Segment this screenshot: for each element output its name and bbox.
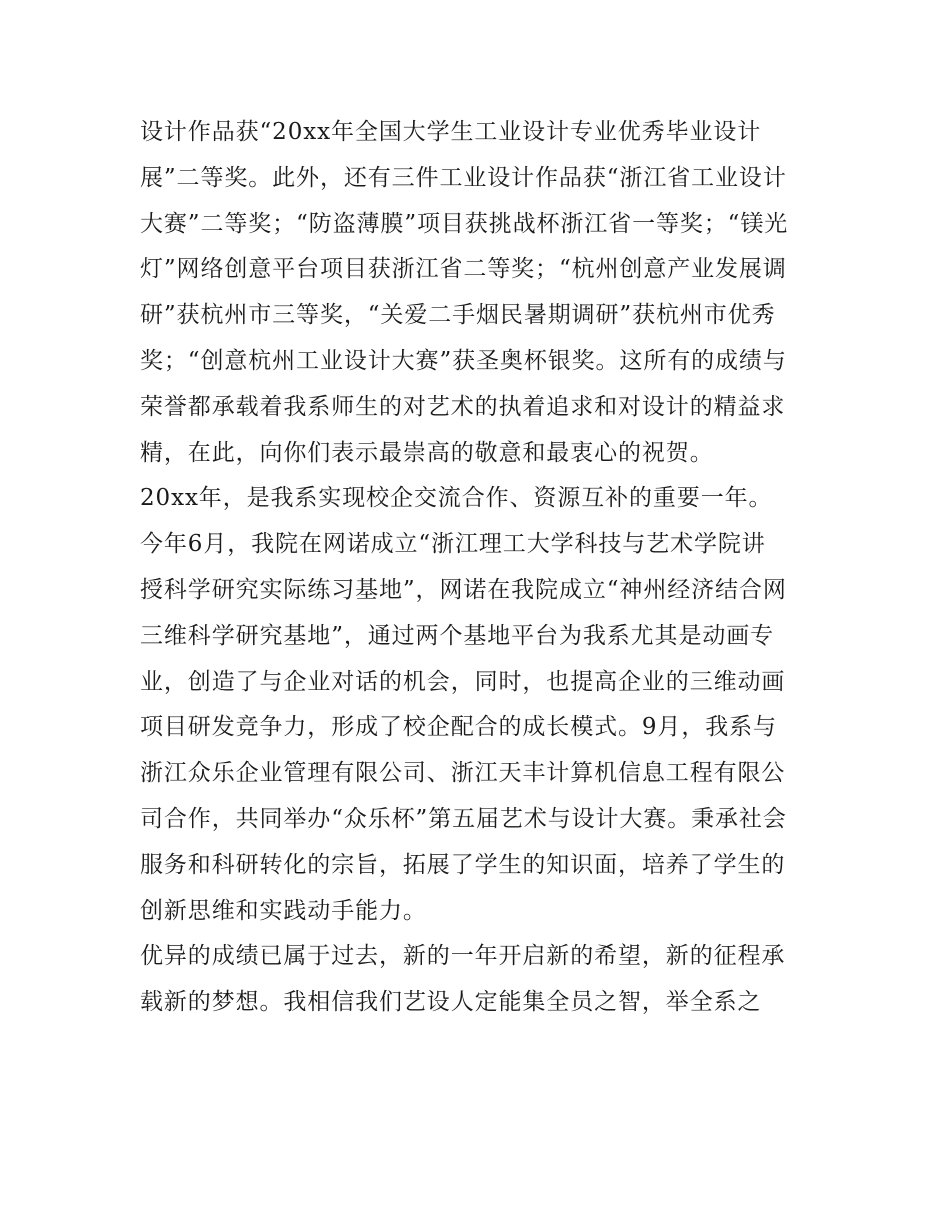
text-line: 大赛”二等奖；“防盗薄膜”项目获挑战杯浙江省一等奖；“镁光 bbox=[140, 210, 789, 237]
text-line: 浙江众乐企业管理有限公司、浙江天丰计算机信息工程有限公 bbox=[140, 760, 786, 787]
text-line: 20xx年，是我系实现校企交流合作、资源互补的重要一年。 bbox=[140, 485, 773, 512]
text-line: 载新的梦想。我相信我们艺设人定能集全员之智，举全系之 bbox=[140, 989, 762, 1016]
text-line: 业，创造了与企业对话的机会，同时，也提高企业的三维动画 bbox=[140, 668, 786, 695]
text-line: 今年6月，我院在网诺成立“浙江理工大学科技与艺术学院讲 bbox=[140, 531, 766, 558]
text-line: 授科学研究实际练习基地”，网诺在我院成立“神州经济结合网 bbox=[140, 576, 787, 603]
text-line: 设计作品获“20xx年全国大学生工业设计专业优秀毕业设计 bbox=[140, 119, 762, 145]
text-line: 项目研发竞争力，形成了校企配合的成长模式。9月，我系与 bbox=[140, 714, 777, 741]
text-line: 服务和科研转化的宗旨，拓展了学生的知识面，培养了学生的 bbox=[140, 851, 786, 878]
text-line: 司合作，共同举办“众乐杯”第五届艺术与设计大赛。秉承社会 bbox=[140, 805, 787, 832]
text-line: 精，在此，向你们表示最崇高的敬意和最衷心的祝贺。 bbox=[140, 439, 714, 466]
document-body bbox=[140, 110, 820, 1026]
text-line: 三维科学研究基地”，通过两个基地平台为我系尤其是动画专 bbox=[140, 622, 775, 649]
text-line: 研”获杭州市三等奖，“关爱二手烟民暑期调研”获杭州市优秀 bbox=[140, 302, 776, 329]
text-line: 展”二等奖。此外，还有三件工业设计作品获“浙江省工业设计 bbox=[140, 164, 787, 191]
text-line: 灯”网络创意平台项目获浙江省二等奖；“杭州创意产业发展调 bbox=[140, 256, 787, 283]
text-line: 荣誉都承载着我系师生的对艺术的执着追求和对设计的精益求 bbox=[140, 393, 786, 420]
text-line: 创新思维和实践动手能力。 bbox=[140, 897, 427, 924]
text-line: 奖；“创意杭州工业设计大赛”获圣奥杯银奖。这所有的成绩与 bbox=[140, 347, 787, 374]
text-line: 优异的成绩已属于过去，新的一年开启新的希望，新的征程承 bbox=[140, 943, 786, 970]
